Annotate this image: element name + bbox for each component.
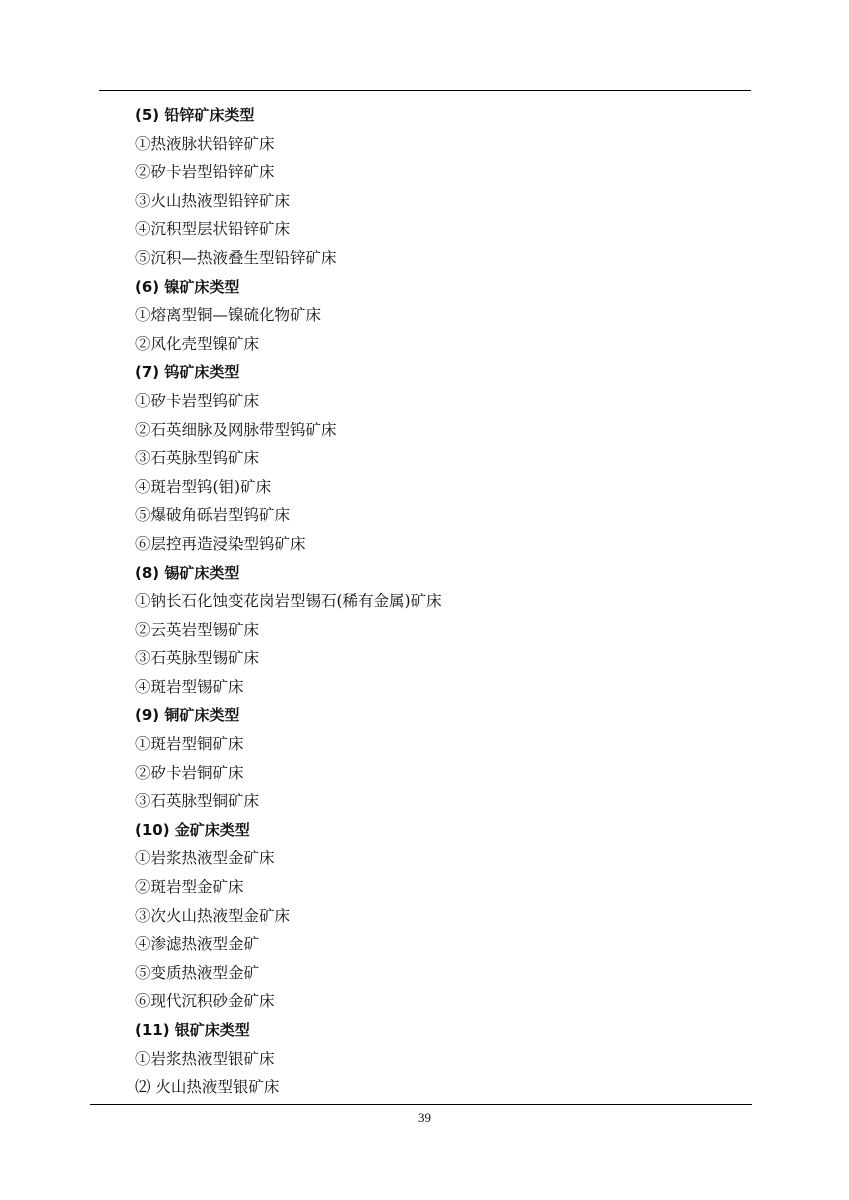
list-item: ①岩浆热液型银矿床: [135, 1049, 275, 1068]
section-heading: (11) 银矿床类型: [135, 1021, 250, 1039]
list-item: ③石英脉型钨矿床: [135, 449, 260, 468]
list-item: ⑤沉积—热液叠生型铅锌矿床: [135, 248, 337, 267]
list-item: ②矽卡岩铜矿床: [135, 763, 244, 782]
list-item: ③石英脉型铜矿床: [135, 792, 260, 811]
list-item: ①岩浆热液型金矿床: [135, 849, 275, 868]
list-item: ③火山热液型铅锌矿床: [135, 191, 291, 210]
list-item: ②云英岩型锡矿床: [135, 620, 260, 639]
list-item: ⑵ 火山热液型银矿床: [135, 1078, 280, 1097]
section-heading: (5) 铅锌矿床类型: [135, 106, 255, 124]
page-content: [131, 101, 731, 1102]
list-item: ④渗滤热液型金矿: [135, 935, 260, 954]
list-item: ①钠长石化蚀变花岗岩型锡石(稀有金属)矿床: [135, 592, 442, 611]
list-item: ①斑岩型铜矿床: [135, 735, 244, 754]
list-item: ④沉积型层状铅锌矿床: [135, 220, 291, 239]
section-heading: (6) 镍矿床类型: [135, 277, 240, 296]
section-heading: (7) 钨矿床类型: [135, 363, 240, 382]
footer-rule: [90, 1104, 752, 1105]
list-item: ①矽卡岩型钨矿床: [135, 391, 260, 410]
list-item: ①热液脉状铅锌矿床: [135, 134, 275, 153]
list-item: ⑥现代沉积砂金矿床: [135, 992, 275, 1011]
list-item: ②斑岩型金矿床: [135, 878, 244, 897]
list-item: ④斑岩型钨(钼)矿床: [135, 477, 272, 496]
list-item: ②矽卡岩型铅锌矿床: [135, 163, 275, 182]
list-item: ③次火山热液型金矿床: [135, 906, 291, 925]
list-item: ④斑岩型锡矿床: [135, 677, 244, 696]
section-heading: (9) 铜矿床类型: [135, 706, 240, 725]
header-rule: [99, 90, 751, 91]
list-item: ②石英细脉及网脉带型钨矿床: [135, 420, 337, 439]
list-item: ②风化壳型镍矿床: [135, 334, 260, 353]
section-heading: (8) 锡矿床类型: [135, 563, 240, 582]
list-item: ⑥层控再造浸染型钨矿床: [135, 534, 306, 553]
list-item: ⑤变质热液型金矿: [135, 963, 260, 982]
section-heading: (10) 金矿床类型: [135, 820, 250, 839]
page-number: 39: [418, 1110, 431, 1125]
list-item: ⑤爆破角砾岩型钨矿床: [135, 506, 291, 525]
list-item: ③石英脉型锡矿床: [135, 649, 260, 668]
list-item: ①熔离型铜—镍硫化物矿床: [135, 306, 322, 325]
